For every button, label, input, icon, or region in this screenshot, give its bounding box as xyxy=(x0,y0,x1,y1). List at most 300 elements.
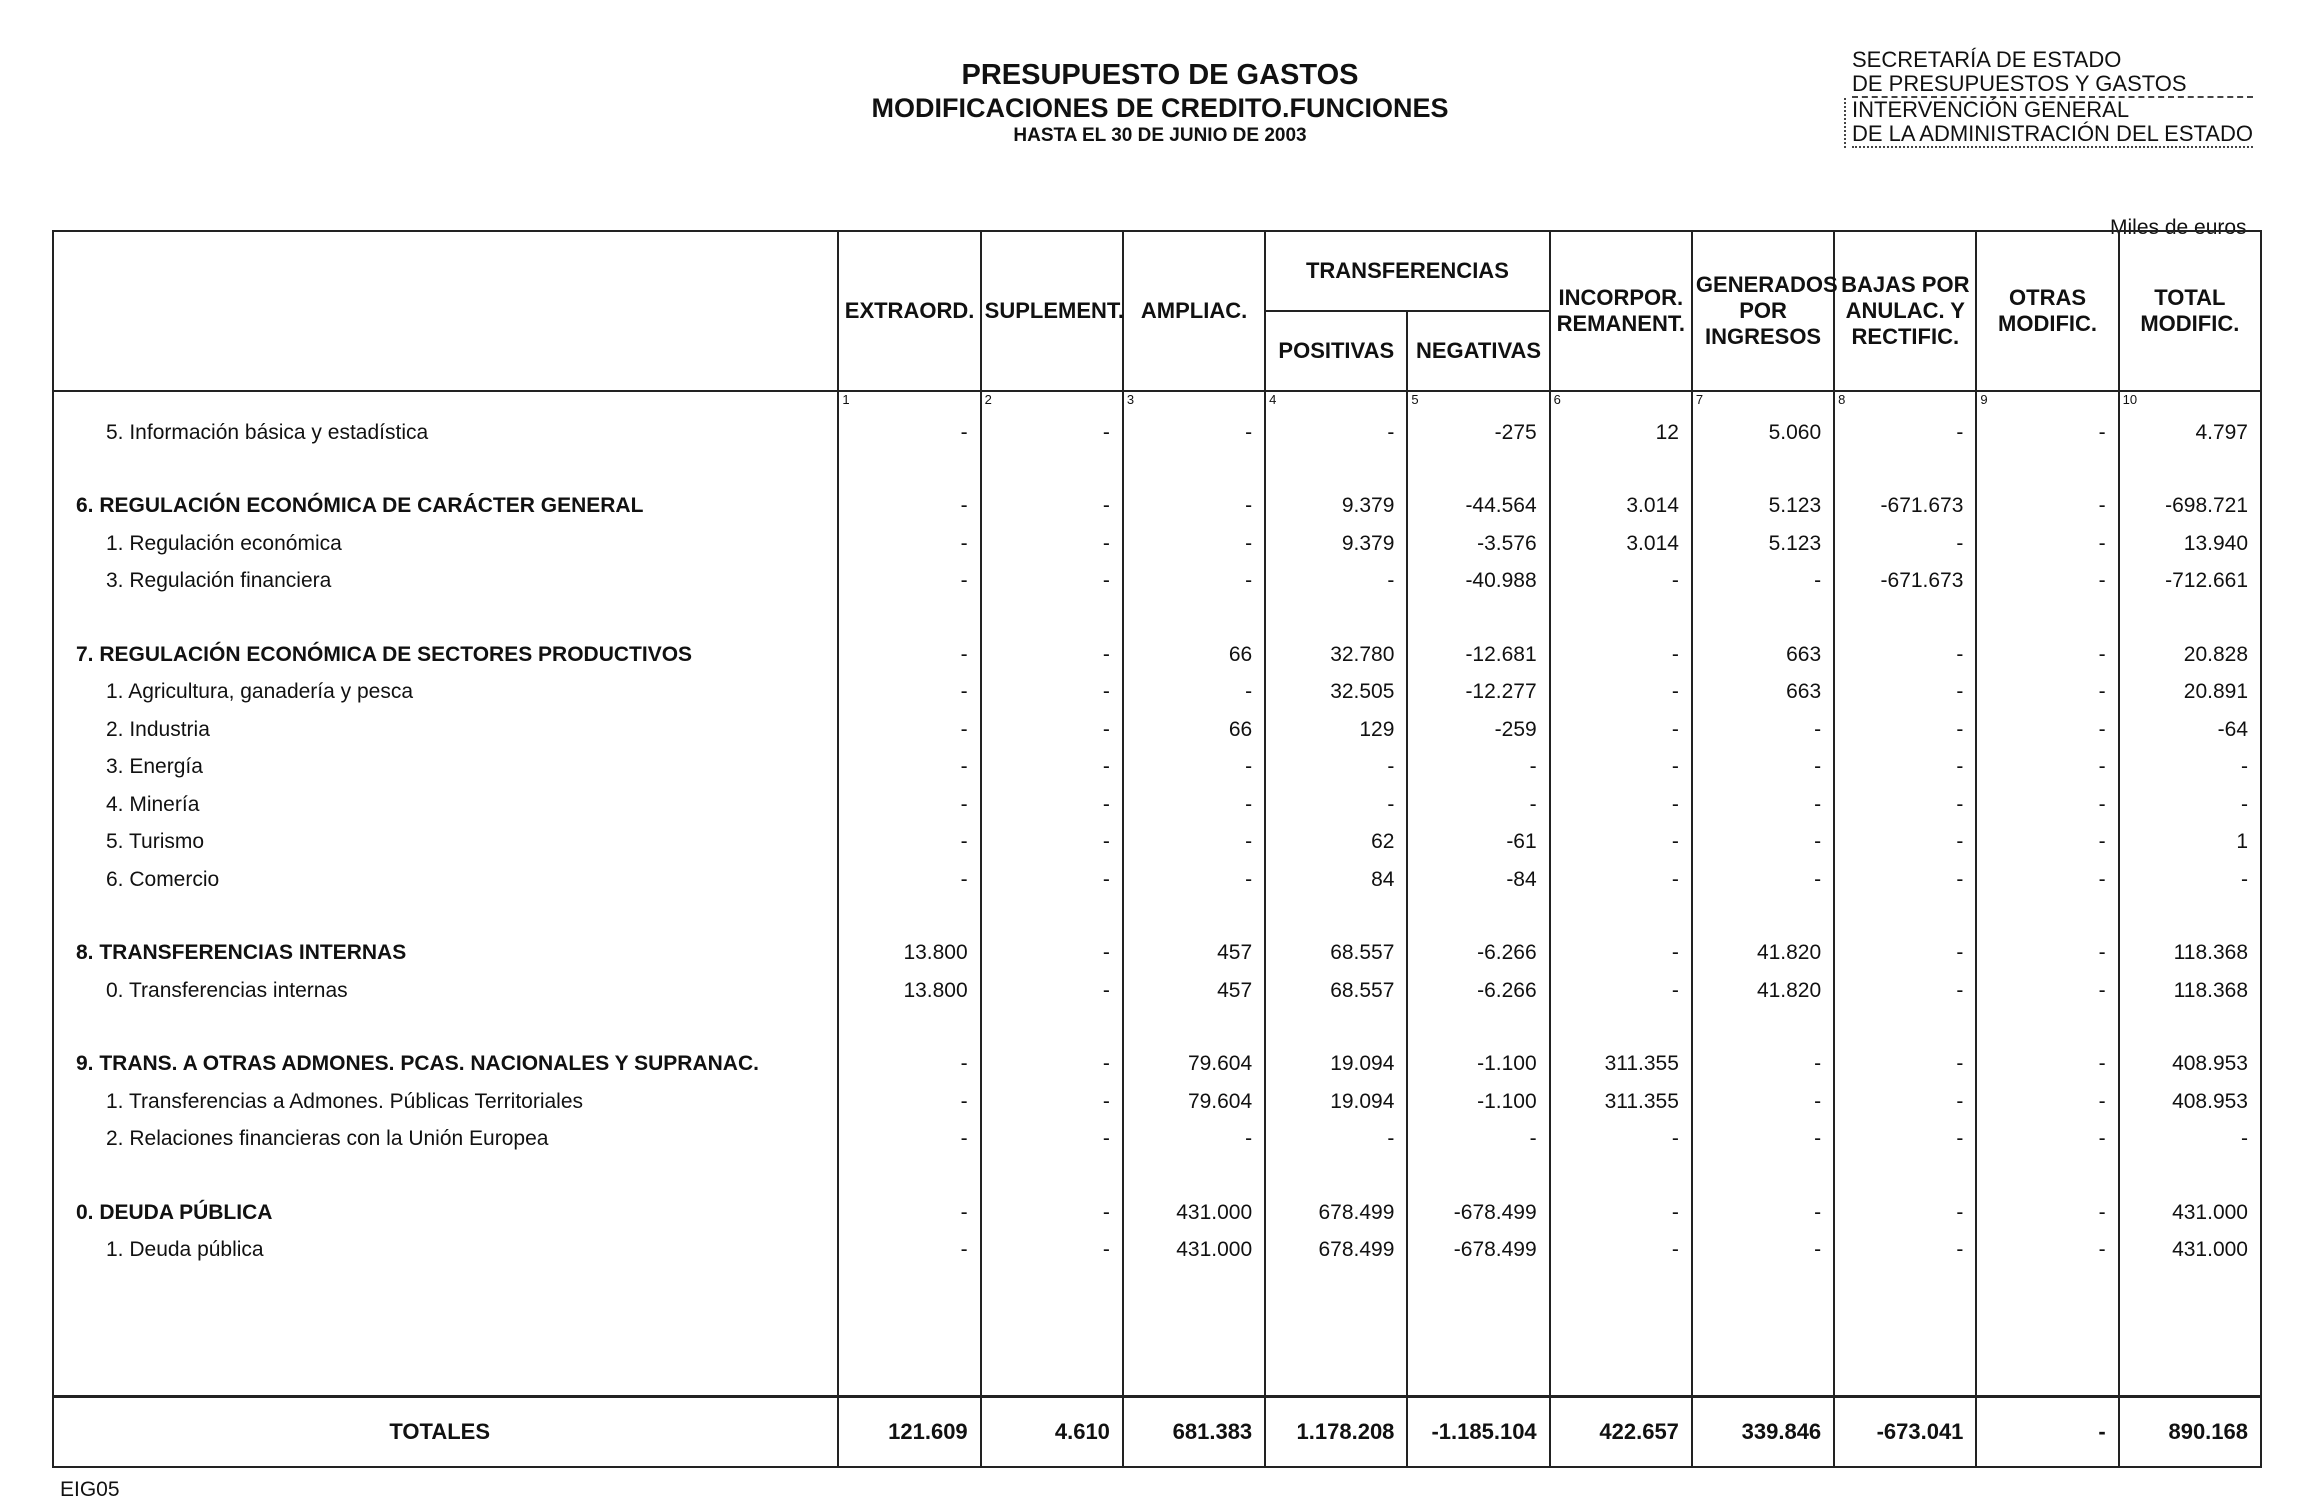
spacer-cell xyxy=(1692,1158,1834,1194)
cell-value: -84 xyxy=(1407,861,1549,899)
totals-label: TOTALES xyxy=(53,1397,838,1468)
cell-value: - xyxy=(1834,525,1976,563)
cell-value: -671.673 xyxy=(1834,563,1976,601)
totals-value: 422.657 xyxy=(1550,1397,1692,1468)
table-row-group xyxy=(53,1046,2261,1084)
spacer-cell xyxy=(1550,899,1692,935)
cell-value: - xyxy=(1976,563,2118,601)
cell-value: - xyxy=(838,1121,980,1159)
row-label: 4. Minería xyxy=(53,786,838,824)
spacer-cell xyxy=(1265,1158,1407,1194)
cell-value: - xyxy=(1976,488,2118,526)
row-label: 3. Regulación financiera xyxy=(53,563,838,601)
spacer-row xyxy=(53,1158,2261,1194)
cell-value: - xyxy=(1123,563,1265,601)
cell-value: 118.368 xyxy=(2119,935,2261,973)
cell-value: - xyxy=(1550,674,1692,712)
agency-line-3: INTERVENCIÓN GENERAL xyxy=(1852,97,2130,122)
cell-value: 13.940 xyxy=(2119,525,2261,563)
cell-value: - xyxy=(1976,1083,2118,1121)
cell-value: 5.123 xyxy=(1692,525,1834,563)
column-number: 2 xyxy=(981,391,1123,414)
cell-value: -698.721 xyxy=(2119,488,2261,526)
spacer-cell xyxy=(1265,452,1407,488)
cell-value: - xyxy=(1123,1121,1265,1159)
cell-value: 408.953 xyxy=(2119,1046,2261,1084)
cell-value: - xyxy=(2119,786,2261,824)
row-label: 1. Transferencias a Admones. Públicas Territoriales xyxy=(53,1083,838,1121)
cell-value: - xyxy=(981,824,1123,862)
row-label: 9. TRANS. A OTRAS ADMONES. PCAS. NACIONALES Y SUPRANAC. xyxy=(53,1046,838,1084)
spacer-cell xyxy=(2119,452,2261,488)
spacer-row xyxy=(53,600,2261,636)
cell-value: 408.953 xyxy=(2119,1083,2261,1121)
cell-value: - xyxy=(1123,414,1265,452)
cell-value: - xyxy=(1834,786,1976,824)
spacer-cell xyxy=(981,1269,1123,1397)
cell-value: - xyxy=(1123,749,1265,787)
cell-value: - xyxy=(1550,786,1692,824)
spacer-cell xyxy=(1976,452,2118,488)
cell-value: - xyxy=(1976,636,2118,674)
spacer-cell xyxy=(1123,1158,1265,1194)
spacer-cell xyxy=(981,600,1123,636)
spacer-cell xyxy=(1692,1010,1834,1046)
cell-value: - xyxy=(1550,711,1692,749)
cell-value: - xyxy=(1123,488,1265,526)
cell-value: - xyxy=(1976,861,2118,899)
cell-value: 20.891 xyxy=(2119,674,2261,712)
table-row xyxy=(53,972,2261,1010)
row-label: 1. Regulación económica xyxy=(53,525,838,563)
cell-value: 68.557 xyxy=(1265,935,1407,973)
cell-value: 311.355 xyxy=(1550,1083,1692,1121)
header-transferencias: TRANSFERENCIAS xyxy=(1265,231,1550,311)
spacer-cell xyxy=(1834,1010,1976,1046)
cell-value: 3.014 xyxy=(1550,525,1692,563)
spacer-row xyxy=(53,899,2261,935)
cell-value: 678.499 xyxy=(1265,1194,1407,1232)
agency-sub-block xyxy=(1844,98,2253,148)
cell-value: 12 xyxy=(1550,414,1692,452)
table-row xyxy=(53,563,2261,601)
cell-value: - xyxy=(1692,1194,1834,1232)
cell-value: - xyxy=(1834,674,1976,712)
cell-value: -671.673 xyxy=(1834,488,1976,526)
cell-value: 32.780 xyxy=(1265,636,1407,674)
header-otras: OTRAS MODIFIC. xyxy=(1976,231,2118,391)
totals-value: -1.185.104 xyxy=(1407,1397,1549,1468)
cell-value: - xyxy=(1692,1046,1834,1084)
cell-value: - xyxy=(981,1194,1123,1232)
cell-value: -6.266 xyxy=(1407,972,1549,1010)
cell-value: -275 xyxy=(1407,414,1549,452)
row-label: 7. REGULACIÓN ECONÓMICA DE SECTORES PRODUCTIVOS xyxy=(53,636,838,674)
spacer-cell xyxy=(53,899,838,935)
row-label: 5. Información básica y estadística xyxy=(53,414,838,452)
totals-value: 121.609 xyxy=(838,1397,980,1468)
row-label: 5. Turismo xyxy=(53,824,838,862)
cell-value: - xyxy=(838,711,980,749)
cell-value: 13.800 xyxy=(838,935,980,973)
spacer-cell xyxy=(1407,1269,1549,1397)
cell-value: 66 xyxy=(1123,636,1265,674)
row-label: 2. Relaciones financieras con la Unión Europea xyxy=(53,1121,838,1159)
cell-value: 431.000 xyxy=(2119,1194,2261,1232)
cell-value: - xyxy=(838,563,980,601)
column-number: 3 xyxy=(1123,391,1265,414)
cell-value: - xyxy=(1123,786,1265,824)
cell-value: -12.277 xyxy=(1407,674,1549,712)
cell-value: - xyxy=(838,1083,980,1121)
cell-value: - xyxy=(1407,786,1549,824)
column-number-blank xyxy=(53,391,838,414)
cell-value: 431.000 xyxy=(1123,1194,1265,1232)
cell-value: 4.797 xyxy=(2119,414,2261,452)
cell-value: - xyxy=(1407,749,1549,787)
cell-value: - xyxy=(1976,525,2118,563)
cell-value: 68.557 xyxy=(1265,972,1407,1010)
spacer-cell xyxy=(2119,1010,2261,1046)
spacer-cell xyxy=(1976,600,2118,636)
cell-value: - xyxy=(1692,563,1834,601)
cell-value: 663 xyxy=(1692,636,1834,674)
spacer-cell xyxy=(838,899,980,935)
table-row xyxy=(53,749,2261,787)
cell-value: 32.505 xyxy=(1265,674,1407,712)
cell-value: - xyxy=(981,972,1123,1010)
cell-value: - xyxy=(981,525,1123,563)
spacer-cell xyxy=(1123,452,1265,488)
spacer-cell xyxy=(1692,1269,1834,1397)
cell-value: - xyxy=(1834,935,1976,973)
units-label: Miles de euros xyxy=(2110,216,2247,239)
spacer-cell xyxy=(981,899,1123,935)
cell-value: - xyxy=(981,563,1123,601)
cell-value: 41.820 xyxy=(1692,972,1834,1010)
row-label: 3. Energía xyxy=(53,749,838,787)
cell-value: -1.100 xyxy=(1407,1083,1549,1121)
cell-value: 79.604 xyxy=(1123,1083,1265,1121)
cell-value: - xyxy=(981,1121,1123,1159)
totals-value: 339.846 xyxy=(1692,1397,1834,1468)
spacer-cell xyxy=(53,452,838,488)
cell-value: - xyxy=(1550,1194,1692,1232)
spacer-cell xyxy=(2119,600,2261,636)
cell-value: - xyxy=(1692,749,1834,787)
header-extraord: EXTRAORD. xyxy=(838,231,980,391)
cell-value: - xyxy=(1550,749,1692,787)
cell-value: - xyxy=(1834,824,1976,862)
cell-value: - xyxy=(1123,861,1265,899)
cell-value: -259 xyxy=(1407,711,1549,749)
cell-value: - xyxy=(838,488,980,526)
header-suplement: SUPLEMENT. xyxy=(981,231,1123,391)
spacer-cell xyxy=(1692,899,1834,935)
cell-value: - xyxy=(1834,861,1976,899)
agency-line-2: DE PRESUPUESTOS Y GASTOS xyxy=(1852,72,2253,98)
budget-table xyxy=(52,230,2262,1468)
spacer-cell xyxy=(2119,1269,2261,1397)
cell-value: 9.379 xyxy=(1265,488,1407,526)
cell-value: - xyxy=(1976,1046,2118,1084)
column-number: 10 xyxy=(2119,391,2261,414)
cell-value: - xyxy=(838,786,980,824)
spacer-cell xyxy=(1550,452,1692,488)
cell-value: - xyxy=(1692,1121,1834,1159)
table-row-group xyxy=(53,935,2261,973)
cell-value: 13.800 xyxy=(838,972,980,1010)
cell-value: 457 xyxy=(1123,972,1265,1010)
table-row xyxy=(53,861,2261,899)
cell-value: - xyxy=(838,1232,980,1270)
spacer-cell xyxy=(981,452,1123,488)
spacer-cell xyxy=(53,1010,838,1046)
header-negativas: NEGATIVAS xyxy=(1407,311,1549,391)
cell-value: - xyxy=(2119,861,2261,899)
cell-value: - xyxy=(838,636,980,674)
cell-value: - xyxy=(981,1046,1123,1084)
header-generados: GENERADOS POR INGRESOS xyxy=(1692,231,1834,391)
table-body xyxy=(53,391,2261,1467)
spacer-cell xyxy=(1123,1269,1265,1397)
spacer-cell xyxy=(1550,1269,1692,1397)
cell-value: - xyxy=(1834,1232,1976,1270)
cell-value: - xyxy=(1976,1194,2118,1232)
cell-value: - xyxy=(1834,711,1976,749)
row-label: 6. Comercio xyxy=(53,861,838,899)
cell-value: -12.681 xyxy=(1407,636,1549,674)
cell-value: - xyxy=(1976,935,2118,973)
header-bajas: BAJAS POR ANULAC. Y RECTIFIC. xyxy=(1834,231,1976,391)
table-row-group xyxy=(53,1194,2261,1232)
spacer-cell xyxy=(2119,1158,2261,1194)
spacer-cell xyxy=(1550,600,1692,636)
cell-value: - xyxy=(1692,1083,1834,1121)
cell-value: - xyxy=(838,861,980,899)
table-row xyxy=(53,674,2261,712)
header-ampliac: AMPLIAC. xyxy=(1123,231,1265,391)
header-positivas: POSITIVAS xyxy=(1265,311,1407,391)
spacer-cell xyxy=(1123,899,1265,935)
spacer-cell xyxy=(1550,1158,1692,1194)
cell-value: 431.000 xyxy=(2119,1232,2261,1270)
cell-value: -64 xyxy=(2119,711,2261,749)
cell-value: 9.379 xyxy=(1265,525,1407,563)
cell-value: - xyxy=(981,1232,1123,1270)
cell-value: - xyxy=(1550,935,1692,973)
table-row-group xyxy=(53,488,2261,526)
column-number: 9 xyxy=(1976,391,2118,414)
agency-line-4: DE LA ADMINISTRACIÓN DEL ESTADO xyxy=(1852,121,2253,146)
cell-value: - xyxy=(1976,1232,2118,1270)
cell-value: - xyxy=(981,636,1123,674)
cell-value: -3.576 xyxy=(1407,525,1549,563)
spacer-cell xyxy=(1407,600,1549,636)
cell-value: - xyxy=(1976,1121,2118,1159)
cell-value: - xyxy=(1976,786,2118,824)
agency-line-1: SECRETARÍA DE ESTADO xyxy=(1852,47,2122,72)
table-row xyxy=(53,1232,2261,1270)
cell-value: -678.499 xyxy=(1407,1194,1549,1232)
spacer-cell xyxy=(838,1158,980,1194)
cell-value: - xyxy=(1550,824,1692,862)
cell-value: - xyxy=(981,674,1123,712)
spacer-cell xyxy=(838,1269,980,1397)
spacer-row xyxy=(53,1010,2261,1046)
spacer-cell xyxy=(1834,452,1976,488)
cell-value: - xyxy=(1976,972,2118,1010)
spacer-cell xyxy=(1265,1269,1407,1397)
cell-value: 66 xyxy=(1123,711,1265,749)
table-row xyxy=(53,786,2261,824)
table-row xyxy=(53,414,2261,452)
cell-value: 79.604 xyxy=(1123,1046,1265,1084)
totals-value: - xyxy=(1976,1397,2118,1468)
cell-value: 5.123 xyxy=(1692,488,1834,526)
cell-value: -1.100 xyxy=(1407,1046,1549,1084)
spacer-cell xyxy=(838,452,980,488)
table-row xyxy=(53,711,2261,749)
cell-value: - xyxy=(1834,1083,1976,1121)
spacer-cell xyxy=(981,1010,1123,1046)
spacer-cell xyxy=(53,1158,838,1194)
cell-value: - xyxy=(838,674,980,712)
document-title: PRESUPUESTO DE GASTOS xyxy=(961,59,1359,91)
spacer-cell xyxy=(1407,899,1549,935)
header-incorpor: INCORPOR. REMANENT. xyxy=(1550,231,1692,391)
cell-value: - xyxy=(1976,674,2118,712)
spacer-cell xyxy=(1692,600,1834,636)
cell-value: 20.828 xyxy=(2119,636,2261,674)
spacer-cell xyxy=(1407,452,1549,488)
cell-value: - xyxy=(981,935,1123,973)
cell-value: - xyxy=(981,488,1123,526)
cell-value: - xyxy=(1834,1121,1976,1159)
cell-value: - xyxy=(981,861,1123,899)
cell-value: 3.014 xyxy=(1550,488,1692,526)
column-number: 4 xyxy=(1265,391,1407,414)
cell-value: - xyxy=(981,786,1123,824)
table-tail-space xyxy=(53,1269,2261,1397)
document-subtitle: MODIFICACIONES DE CREDITO.FUNCIONES xyxy=(871,93,1449,123)
cell-value: 663 xyxy=(1692,674,1834,712)
cell-value: 19.094 xyxy=(1265,1046,1407,1084)
cell-value: - xyxy=(1834,1194,1976,1232)
cell-value: 431.000 xyxy=(1123,1232,1265,1270)
spacer-cell xyxy=(53,600,838,636)
cell-value: 84 xyxy=(1265,861,1407,899)
spacer-cell xyxy=(1834,1158,1976,1194)
spacer-cell xyxy=(838,1010,980,1046)
cell-value: - xyxy=(1123,525,1265,563)
row-label: 1. Deuda pública xyxy=(53,1232,838,1270)
cell-value: - xyxy=(1550,972,1692,1010)
header-blank xyxy=(53,231,838,391)
row-label: 0. Transferencias internas xyxy=(53,972,838,1010)
totals-value: 4.610 xyxy=(981,1397,1123,1468)
spacer-cell xyxy=(1976,899,2118,935)
cell-value: - xyxy=(1550,636,1692,674)
cell-value: - xyxy=(981,711,1123,749)
column-number: 8 xyxy=(1834,391,1976,414)
cell-value: - xyxy=(1407,1121,1549,1159)
cell-value: - xyxy=(1550,861,1692,899)
cell-value: -61 xyxy=(1407,824,1549,862)
footer-code: EIG05 xyxy=(60,1478,120,1501)
document-date: HASTA EL 30 DE JUNIO DE 2003 xyxy=(1013,125,1307,146)
spacer-cell xyxy=(1265,600,1407,636)
totals-value: -673.041 xyxy=(1834,1397,1976,1468)
totals-value: 1.178.208 xyxy=(1265,1397,1407,1468)
spacer-cell xyxy=(1834,600,1976,636)
cell-value: - xyxy=(838,749,980,787)
spacer-cell xyxy=(1834,899,1976,935)
totals-value: 890.168 xyxy=(2119,1397,2261,1468)
row-label: 8. TRANSFERENCIAS INTERNAS xyxy=(53,935,838,973)
row-label: 1. Agricultura, ganadería y pesca xyxy=(53,674,838,712)
cell-value: 41.820 xyxy=(1692,935,1834,973)
table-row xyxy=(53,1083,2261,1121)
cell-value: - xyxy=(838,525,980,563)
column-number: 5 xyxy=(1407,391,1549,414)
spacer-cell xyxy=(1265,899,1407,935)
cell-value: 457 xyxy=(1123,935,1265,973)
table-row xyxy=(53,824,2261,862)
cell-value: - xyxy=(1692,861,1834,899)
cell-value: - xyxy=(1265,563,1407,601)
cell-value: 62 xyxy=(1265,824,1407,862)
cell-value: 1 xyxy=(2119,824,2261,862)
cell-value: - xyxy=(838,1046,980,1084)
spacer-row xyxy=(53,452,2261,488)
cell-value: - xyxy=(1265,786,1407,824)
totals-value: 681.383 xyxy=(1123,1397,1265,1468)
spacer-cell xyxy=(1976,1158,2118,1194)
cell-value: - xyxy=(1834,636,1976,674)
cell-value: -712.661 xyxy=(2119,563,2261,601)
spacer-cell xyxy=(1407,1010,1549,1046)
column-number-row xyxy=(53,391,2261,414)
cell-value: -6.266 xyxy=(1407,935,1549,973)
spacer-cell xyxy=(981,1158,1123,1194)
column-number: 7 xyxy=(1692,391,1834,414)
cell-value: - xyxy=(2119,1121,2261,1159)
cell-value: - xyxy=(1834,972,1976,1010)
totals-row xyxy=(53,1397,2261,1468)
cell-value: - xyxy=(981,749,1123,787)
column-number: 1 xyxy=(838,391,980,414)
cell-value: -44.564 xyxy=(1407,488,1549,526)
cell-value: - xyxy=(1550,1121,1692,1159)
cell-value: - xyxy=(1976,749,2118,787)
spacer-cell xyxy=(1123,600,1265,636)
cell-value: - xyxy=(1834,749,1976,787)
cell-value: - xyxy=(1265,414,1407,452)
cell-value: 678.499 xyxy=(1265,1232,1407,1270)
cell-value: - xyxy=(1976,711,2118,749)
cell-value: - xyxy=(1123,674,1265,712)
cell-value: - xyxy=(1692,786,1834,824)
cell-value: - xyxy=(1976,824,2118,862)
cell-value: - xyxy=(1123,824,1265,862)
cell-value: - xyxy=(1976,414,2118,452)
spacer-cell xyxy=(838,600,980,636)
cell-value: - xyxy=(1692,824,1834,862)
cell-value: - xyxy=(1692,711,1834,749)
cell-value: - xyxy=(838,414,980,452)
document-title-block xyxy=(860,58,1460,148)
